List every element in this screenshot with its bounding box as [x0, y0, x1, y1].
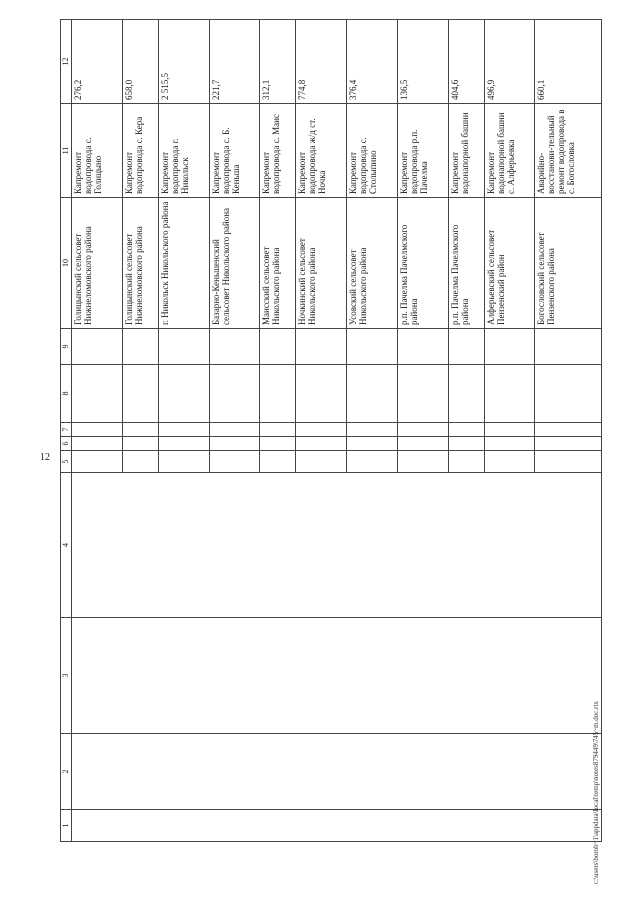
data-table [60, 19, 602, 842]
cell-9 [72, 329, 123, 365]
footer-file-path: c:\users\borob~1\appdata\local\temp\notes879449\745~m.doc.rtx [592, 701, 600, 884]
cell-3 [72, 618, 602, 734]
cell-territory: Алферьевский сельсовет Пензенский район [484, 198, 535, 329]
column-header: 11 [61, 104, 72, 198]
column-header: 5 [61, 451, 72, 473]
rotated-table-container [60, 20, 602, 842]
cell-1 [72, 810, 602, 842]
table-header-row [61, 20, 72, 842]
column-header: 6 [61, 437, 72, 451]
cell-territory: Голицынский сельсовет Нижнеломовского района [122, 198, 158, 329]
cell-amount: 312,1 [260, 20, 296, 104]
cell-territory: Базарно-Кеньшенский сельсовет Никольского района [209, 198, 260, 329]
cell-amount: 404,6 [448, 20, 484, 104]
column-header: 10 [61, 198, 72, 329]
cell-amount: 660,1 [535, 20, 602, 104]
cell-object: Капремонт водопровода с. Кера [122, 104, 158, 198]
column-header: 8 [61, 365, 72, 423]
cell-8 [72, 365, 123, 423]
cell-object: Капремонт водопровода р.п. Пачелма [397, 104, 448, 198]
cell-5 [72, 451, 123, 473]
cell-object: Капремонт водопровода с. Столыпино [347, 104, 398, 198]
cell-territory: р.п. Пачелма Пачелмского района [448, 198, 484, 329]
cell-object: Капремонт водопровода с. Б. Кеньша [209, 104, 260, 198]
cell-object: Аварийно-восстанови-тельный ремонт водопровода в с. Богословка [535, 104, 602, 198]
column-header: 7 [61, 423, 72, 437]
cell-object: Капремонт водонапорной башни [448, 104, 484, 198]
column-header: 4 [61, 473, 72, 618]
cell-amount: 276,2 [72, 20, 123, 104]
cell-amount: 658,0 [122, 20, 158, 104]
cell-amount: 2 515,5 [158, 20, 209, 104]
cell-object: Капремонт водонапорной башни с. Алферьевка [484, 104, 535, 198]
cell-territory: Усовский сельсовет Никольского района [347, 198, 398, 329]
page-number: 12 [40, 452, 50, 463]
cell-object: Капремонт водопровода с. Маис [260, 104, 296, 198]
cell-amount: 221,7 [209, 20, 260, 104]
cell-object: Капремонт водопровода с. Голицыно [72, 104, 123, 198]
cell-amount: 376,4 [347, 20, 398, 104]
cell-amount: 136,5 [397, 20, 448, 104]
cell-territory: Ночкинский сельсовет Никольского района [296, 198, 347, 329]
column-header: 9 [61, 329, 72, 365]
column-header: 1 [61, 810, 72, 842]
cell-6 [72, 437, 123, 451]
table-row [72, 20, 123, 842]
cell-object: Капремонт водопровода г. Никольск [158, 104, 209, 198]
cell-2 [72, 734, 602, 810]
cell-territory: Богословский сельсовет Пензенского района [535, 198, 602, 329]
column-header: 2 [61, 734, 72, 810]
cell-object: Капремонт водопровода ж/д ст. Ночка [296, 104, 347, 198]
column-header: 3 [61, 618, 72, 734]
cell-territory: Маисский сельсовет Никольского района [260, 198, 296, 329]
cell-territory: р.п. Пачелма Пачелмского района [397, 198, 448, 329]
column-header: 12 [61, 20, 72, 104]
cell-7 [72, 423, 123, 437]
cell-amount: 496,9 [484, 20, 535, 104]
cell-amount: 774,8 [296, 20, 347, 104]
cell-4 [72, 473, 602, 618]
cell-territory: Голицынский сельсовет Нижнеломовского района [72, 198, 123, 329]
cell-territory: г. Никольск Никольского района [158, 198, 209, 329]
